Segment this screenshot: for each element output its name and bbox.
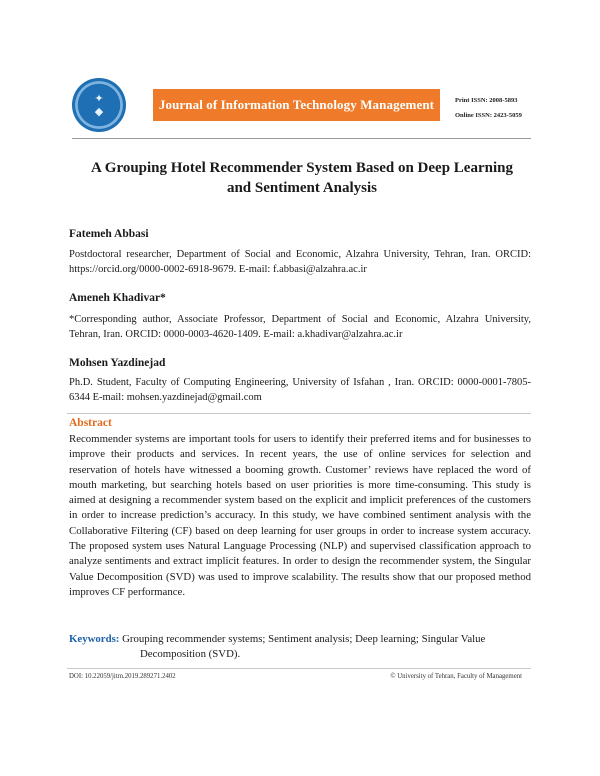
- author-affiliation-2: *Corresponding author, Associate Professor, Department of Social and Economic, Alzahra University, Tehran, Iran. ORCID: 0000-0003-4620-1409. E-mail: a.khadivar@alzahra.ac.ir: [69, 314, 531, 340]
- university-seal-icon: ✦ ◆: [72, 78, 126, 132]
- author-affiliation-3: Ph.D. Student, Faculty of Computing Engineering, University of Isfahan , Iran. ORCID: 0000-0001-7805-6344 E-mail: mohsen.yazdinejad@gmail.com: [69, 377, 531, 403]
- doi-text: DOI: 10.22059/jitm.2019.289271.2402: [69, 673, 176, 680]
- abstract-heading: Abstract: [69, 417, 112, 429]
- keywords-line-2: Decomposition (SVD).: [140, 647, 241, 660]
- author-affiliation-1: Postdoctoral researcher, Department of Social and Economic, Alzahra University, Tehran, Iran. ORCID: https://orcid.org/0000-0002-6918-9679. E-mail: f.abbasi@alzahra.ac.ir: [69, 249, 531, 275]
- footer-divider: [67, 668, 531, 669]
- print-issn: Print ISSN: 2008-5893: [455, 97, 518, 104]
- journal-banner: [153, 89, 440, 121]
- keywords-line-1: Grouping recommender systems; Sentiment analysis; Deep learning; Singular Value: [119, 633, 486, 645]
- author-name-2: Ameneh Khadivar*: [69, 292, 166, 304]
- title-line-2: and Sentiment Analysis: [226, 180, 378, 196]
- author-name-3: Mohsen Yazdinejad: [69, 357, 166, 369]
- header-divider: [72, 138, 531, 139]
- journal-header: [72, 74, 531, 132]
- journal-title: Journal of Information Technology Management: [158, 97, 435, 112]
- title-line-1: A Grouping Hotel Recommender System Based on Deep Learning: [91, 160, 513, 176]
- keywords-block: [69, 632, 531, 661]
- copyright-text: © University of Tehran, Faculty of Management: [390, 673, 522, 680]
- author-name-1: Fatemeh Abbasi: [69, 228, 149, 240]
- keywords-label: Keywords:: [69, 633, 120, 645]
- online-issn: Online ISSN: 2423-5059: [455, 112, 522, 119]
- paper-title: [60, 158, 544, 198]
- abstract-divider: [67, 413, 531, 414]
- abstract-text: Recommender systems are important tools for users to identify their preferred items and for businesses to improve their products and services. In recent years, the use of online services for selection and reservation of hotels have witnessed a booming growth. Customer’ reviews have replaced the word of mouth marketing, but searching hotels based on user priorities is more time-consuming. This study is aimed at designing a recommender system based on the explicit and implicit preferences of the customers in order to increase prediction’s accuracy. In this study, we have combined sentiment analysis with the Collaborative Filtering (CF) based on deep learning for user groups in order to increase system accuracy. The proposed system uses Natural Language Processing (NLP) and supervised classification approach to analyze sentiments and extract implicit features. In order to design the recommender system, the Singular Value Decomposition (SVD) was used to improve scalability. The results show that our proposed method improves CF performance.: [69, 433, 531, 598]
